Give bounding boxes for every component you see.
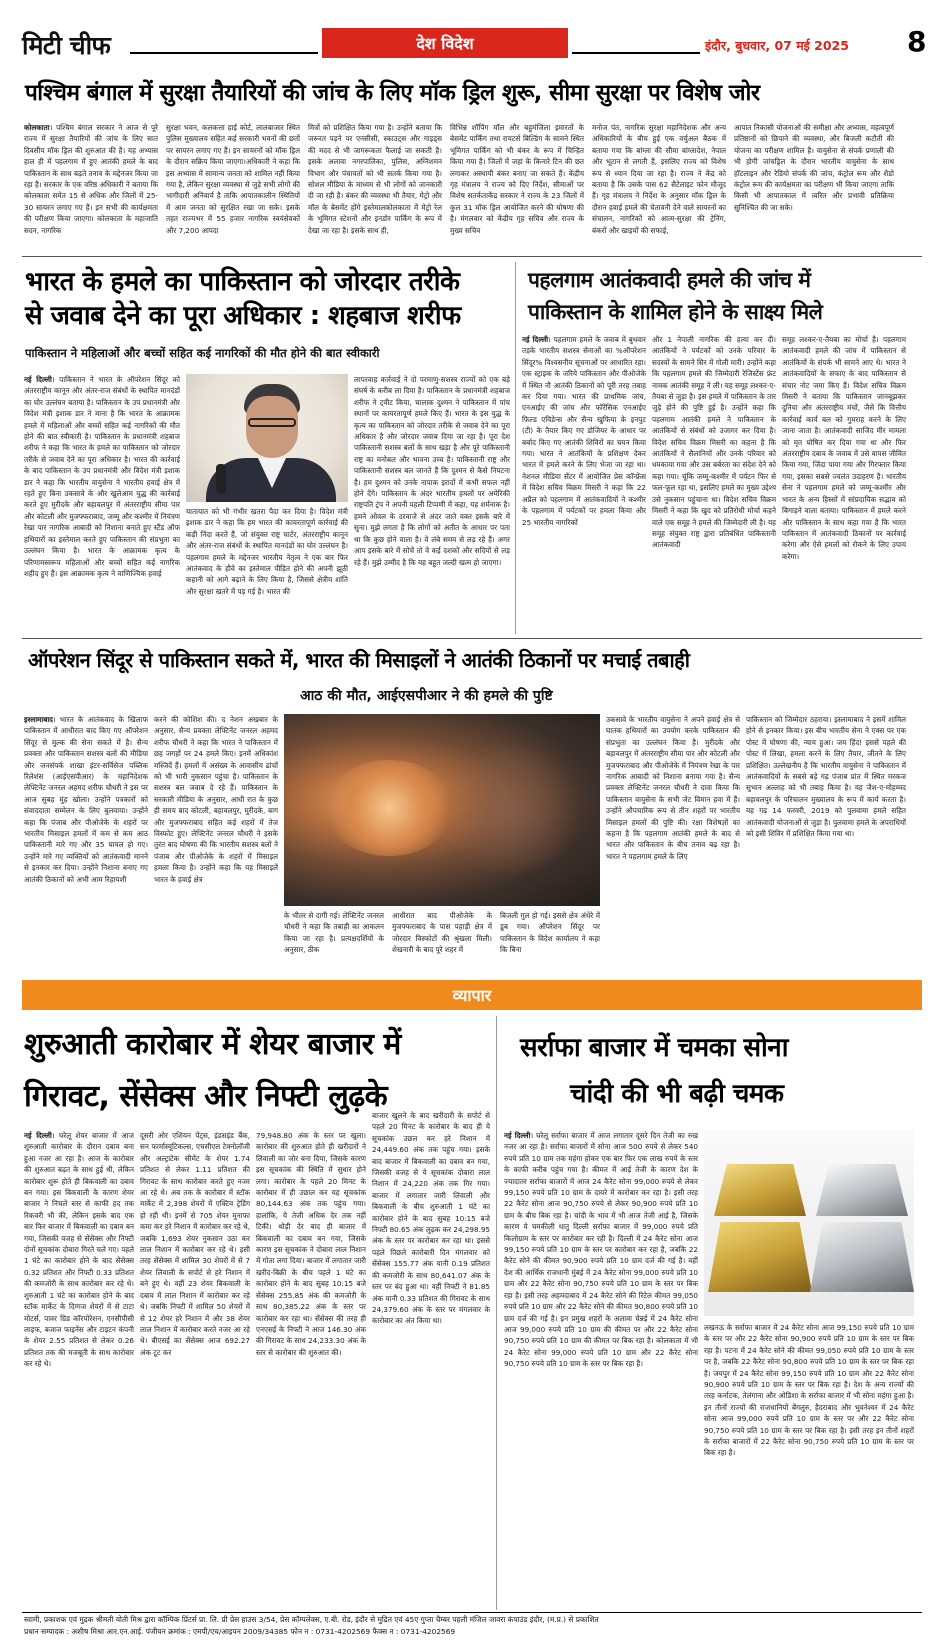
story5-headline-2: गिरावट, सेंसेक्स और निफ्टी लुढ़के	[24, 1079, 388, 1114]
story2-col2: यातायात को भी गंभीर खतरा पैदा कर दिया है। विदेश मंत्री इशाक डार ने कहा कि हम भारत की कायरतापूर्ण कार्रवाई की कड़ी निंदा करते हैं, जो संयुक्त राष्ट्र चार्टर, अंतरराष्ट्रीय कानून और अंतर-राज संबंधों के स्थापित मानदंडों का घोर उल्लंघन है। पहलगाम हमले के मद्देनजर भारतीय नेतृत्व ने एक बार फिर आतंकवाद के हौवे का इस्तेमाल पीड़ित होने की अपनी झूठी कहानी को आगे बढ़ाने के लिए किया है, जिससे क्षेत्रीय शांति और सुरक्षा खतरे में पड़ गई है। भारत की	[186, 507, 348, 596]
story2-dateline: नई दिल्ली	[24, 375, 52, 384]
gold-bar-top	[714, 1164, 806, 1216]
story1-dateline: कोलकाता	[24, 123, 50, 132]
story1-col3: मित्रों को प्रशिक्षित किया गया है। उन्होंने बताया कि जरूरत पड़ने पर एनसीसी, स्काउट्स और गाइड्स की मदद से भी जागरूकता फैलाई जा सकती है। इसके अलावा नगरपालिका, पुलिस, अग्निशमन विभाग और पंचायतों को भी सतर्क किया गया है। सोशल मीडिया के माध्यम से भी लोगों को जानकारी दी जा रही है। बंकर की व्यवस्था भी तैयार, मेट्रो और मॉल के बेसमेंट होंगे इस्तेमालकोलकाता में मेट्रो रेल के भूमिगत स्टेशनों और इनडोर पार्किंग के रूप में देखा जा रहा है। इसके साथ ही,	[308, 123, 442, 235]
story1-text1: । पश्चिम बंगाल सरकार ने आज से पूरे राज्य में सुरक्षा तैयारियों की जांच के लिए सात दिवसीय मॉक ड्रिल की शुरुआत की है। यह अभ्यास हाल ही में पहलगाम में हुए आतंकी हमले के बाद पाकिस्तान के साथ बढ़ते तनाव के मद्देनजर किया जा रहा है। सरकार के एक वरिष्ठ अधिकारी ने बताया कि कोलकाता समेत 15 से अधिक और जिलों में 25-30 सायरन लगाए गए हैं। इन सभी की कार्यक्षमता की परीक्षण किया जाएगा। कोलकाता के महाजाति सदन, नागरिक	[24, 123, 158, 235]
gold-silver-bars-photo	[704, 1130, 914, 1316]
business-banner-label: व्यापार	[452, 986, 492, 1005]
smoke-cloud	[434, 744, 584, 874]
story4-col1	[24, 714, 148, 976]
imprint-line-2: प्रधान सम्पादक : अशीष मिश्रा आर.एन.आई. पंजीयन क्रमांक : एमपी/एच/आइपन 2009/34385 फोन न : 0731-4202569 फैक्स न : 0731-4202569	[24, 1627, 456, 1636]
story6-text1: । घरेलू सर्राफा बाजार में आज लगातार दूसरे दिन तेजी का रुख नजर आ रहा है। सर्राफा बाजारों में सोना आज 500 रुपये से लेकर 540 रुपये प्रति 10 ग्राम तक महंगा होकर एक बार फिर एक लाख रुपये के स्तर के काफी करीब पहुंच गया है। कीमत में आई तेजी के कारण देश के ज्यादातर सर्राफा बाजारों में आज 24 कैरेट सोना 99,000 रुपये से लेकर 99,150 रुपये प्रति 10 ग्राम के दायरे में कारोबार कर रहा है। इसी तरह 22 कैरेट सोना आज 90,750 रुपये से लेकर 90,900 रुपये प्रति 10 ग्राम के बीच बिक रहा है। चांदी के भाव में भी आज तेजी आई है, जिसके कारण ये चमकीली धातु दिल्ली सर्राफा बाजार में 99,000 रुपये प्रति किलोग्राम के स्तर पर कारोबार कर रही है। दिल्ली में 24 कैरेट सोना आज 99,150 रुपये प्रति 10 ग्राम के स्तर पर कारोबार कर रहा है, जबकि 22 कैरेट सोने की कीमत 90,900 रुपये प्रति 10 ग्राम दर्ज की गई है। वहीं देश की आर्थिक राजधानी मुंबई में 24 कैरेट सोना 99,000 रुपये प्रति 10 ग्राम और 22 कैरेट सोना 90,750 रुपये प्रति 10 ग्राम के स्तर पर बिक रहा है। इसी तरह अहमदाबाद में 24 कैरेट सोने की रिटेल कीमत 99,050 रुपये प्रति 10 ग्राम और 22 कैरेट सोने की कीमत 90,800 रुपये प्रति 10 ग्राम दर्ज की गई है। इन प्रमुख शहरों के अलावा चेन्नई में 24 कैरेट सोना आज 99,000 रुपये प्रति 10 ग्राम की कीमत पर और 22 कैरेट सोना 90,750 रुपये प्रति 10 ग्राम की कीमत पर बिक रहा है। कोलकाता में भी 24 कैरेट सोना 99,000 रुपये प्रति 10 ग्राम और 22 कैरेट सोना 90,750 रुपये प्रति 10 ग्राम के स्तर पर बिक रहा है।	[504, 1131, 698, 1369]
story5-col3: 79,948.80 अंक के स्तर पर खुला। कारोबार की शुरुआत होते ही खरीदारों ने लिवाली का जोर बना दिया, जिसके कारण इस सूचकांक की स्थिति में सुधार होने लगा। कारोबार के पहले 20 मिनट के कारोबार में ही उछाल कर यह सूचकांक 80,144.63 अंक तक पहुंच गया। हालांकि, ये तेजी अधिक देर तक नहीं टिकी। थोड़ी देर बाद ही बाजार में बिकवाली का दबाव बन गया, जिसके कारण इस सूचकांक ने दोबारा लाल निशान में गोता लगा दिया। बाजार में लगातार जारी खरीद-बिक्री के बीच पहले 1 घंटे का कारोबार होने के बाद सुबह 10:15 बजे सेंसेक्स 255.85 अंक की कमजोरी के साथ 80,385.22 अंक के स्तर पर कारोबार कर रहा था। सेंसेक्स की तरह ही एनएसई के निफ्टी ने आज 146.30 अंक की गिरावट के साथ 24,233.30 अंक के स्तर से कारोबार की शुरुआत की।	[256, 1131, 366, 1357]
story5-headline-1: शुरुआती कारोबार में शेयर बाजार में	[24, 1027, 401, 1062]
story2-col1	[24, 374, 180, 630]
business-banner	[22, 980, 922, 1010]
story2-col3: लापरवाह कार्रवाई ने दो परमाणु-सशस्त्र राज्यों को एक बड़े संघर्ष के करीब ला दिया है। पाकिस्तान के प्रधानमंत्री शहबाज शरीफ ने ट्वीट किया, चालाक दुश्मन ने पाकिस्तान में पांच स्थानों पर कायरतापूर्ण हमले किए हैं। भारत के इस युद्ध के कृत्य का पाकिस्तान को जोरदार तरीके से जवाब देने का पूरा अधिकार है और जोरदार जवाब दिया जा रहा है। पूरा देश पाकिस्तानी सशस्त्र बलों के साथ खड़ा है और पूरे पाकिस्तानी राष्ट्र का मनोबल और भावना उच्च है। पाकिस्तानी राष्ट्र और पाकिस्तानी सशस्त्र बल जानते हैं कि दुश्मन से कैसे निपटना है। हम दुश्मन को उनके नापाक इरादों में कभी सफल नहीं होने देंगे। पाकिस्तान के अंदर भारतीय हमलों पर अमेरिकी राष्ट्रपति ट्रंप ने अपनी पहली टिप्पणी में कहा, यह शर्मनाक है। हमने ओवल के दरवाजे से अंदर जाते वक्त इसके बारे में सुना। मुझे लगता है कि लोगों को अतीत के आधार पर पता था कि कुछ होने वाला है। वे लंबे समय से लड़ रहे हैं। अगर आप इसके बारे में सोचें तो वे कई दशकों और सदियों से लड़ रहे हैं। मुझे उम्मीद है कि यह बहुत जल्दी खत्म हो जाएगा।	[354, 375, 510, 567]
story5-text1: । घरेलू शेयर बाजार में आज शुरुआती कारोबार के दौरान दबाव बना हुआ नजर आ रहा है। आज के कारोबार की शुरुआत बढ़त के साथ हुई थी, लेकिन कारोबार शुरू होते ही बिकवाली का दबाव बन गया। इस बिकवाली के कारण शेयर बाजार ने निचले स्तर से काफी हद तक रिकवरी भी की, लेकिन इसके बाद एक बार फिर बाजार में बिकवाली का दबाव बन गया, जिसकी वजह से सेंसेक्स और निफ्टी दोनों सूचकांक दोबारा गिरते चले गए। पहले 1 घंटे का कारोबार होने के बाद सेंसेक्स 0.32 प्रतिशत और निफ्टी 0.33 प्रतिशत की कमजोरी के साथ कारोबार कर रहे थे। शुरुआती 1 घंटे का कारोबार होने के बाद स्टॉक मार्केट के दिग्गज शेयरों में से टाटा मोटर्स, पावर ग्रिड कॉरपोरेशन, एनसीपीसी लाइफ, बजाज फाइनेंस और टाइटन कंपनी के शेयर 2.55 प्रतिशत से लेकर 0.26 प्रतिशत तक की मजबूती के साथ कारोबार कर रहे थे।	[24, 1131, 134, 1369]
story6-headline-1: सर्राफा बाजार में चमका सोना	[520, 1033, 788, 1063]
story3-text1: । पहलगाम हमले के जवाब में बुधवार तड़के भारतीय सशस्त्र सेनाओं का %ऑपरेशन सिंदूर% विश्वसनीय सूचनाओं पर आधारित रहा। एक स्ट्राइक के जरिये पाकिस्तान और पीओजेके में स्थित नौ आतंकी ठिकानों को पूरी तरह तबाह कर दिया गया। भारत की प्राथमिक जांच, एनआईए की जांच और फॉरेंसिक एनआईए फ़िल्ड एविडेन्स और सैन्य खुफिया के इनपुट (टी) के तैयार किए गए डोजियर के आधार पर बर्बाद किए गए आतंकी शिविरों का चयन किया गया। भारत ने आतंकियों के प्रशिक्षण देकर भारत में हमले करने के लिए भेजा जा रहा था। नेशनल मीडिया सेंटर में आयोजित प्रेस कॉन्फ्रेंस में विदेश सचिव विक्रम मिसरी ने कहा कि 22 अप्रैल को पहलगाम में आतंकवादियों ने कश्मीर के पहलगाम में पर्यटकों पर हमला किया और 25 भारतीय नागरिकों	[522, 335, 646, 527]
story1-col1	[24, 122, 158, 250]
story2-subhead: पाकिस्तान ने महिलाओं और बच्चों सहित कई नागरिकों की मौत होने की बात स्वीकारी	[25, 346, 380, 360]
story4-caption-c: बिजली गुल हो गई। इससे क्षेत्र अंधेरे में डूब गया। ऑपरेशन सिंदूर पर पाकिस्तान के विदेश कार्यालय ने कहा कि बिना	[500, 911, 600, 955]
story4-col4: उकसावे के भारतीय वायुसेना ने अपने हवाई क्षेत्र से घातक हथियारों का उपयोग करके पाकिस्तान की संप्रभुता का उल्लंघन किया है। मुरीदके और बहावलपुर में अंतरराष्ट्रीय सीमा पार और कोटली और मुजफ्फराबाद और पीओजेके में नियंत्रण रेखा के पार नागरिक आबादी को निशाना बनाया गया है। सैन्य प्रवक्ता लेफ्टिनेंट जनरल चौधरी ने दावा किया कि पाकिस्तान वायुसेना के सभी जेट विमान हवा में हैं। उन्होंने औपचारिक रूप से तीन शहरों पर भारतीय मिसाइल हमलों की पुष्टि की। रक्षा विशेषज्ञों का कहना है कि पहलगाम आतंकी हमले के बाद से भारत और पाकिस्तान के बीच तनाव बढ़ रहा है। भारत ने पहलगाम हमले के लिए	[606, 715, 740, 861]
story6-col1	[504, 1130, 698, 1610]
story3-headline-1: पहलगाम आतंकवादी हमले की जांच में	[528, 268, 811, 292]
story5-col1	[24, 1130, 134, 1610]
paper-name: मिटी चीफ	[22, 31, 111, 60]
story2-headline-2: से जवाब देने का पूरा अधिकार : शहबाज शरीफ	[25, 301, 461, 331]
story3-dateline: नई दिल्ली	[522, 335, 549, 344]
story1-col2: सुरक्षा भवन, कलकत्ता हाई कोर्ट, लालबाजार स्थित पुलिस मुख्यालय सहित कई सरकारी भवनों की छतों पर सायरन लगाए गए हैं। इन सायरनों को मॉक ड्रिल के दौरान सक्रिय किया जाएगा।अधिकारी ने कहा कि इस अभ्यास में सामान्य जनता को शामिल नहीं किया गया है, लेकिन सुरक्षा व्यवस्था से जुड़े सभी लोगों की भागीदारी अनिवार्य है ताकि आपातकालीन स्थितियों में आम जनता को सुरक्षित रखा जा सके। इसके तहत राज्यभर में 55 हजार नागरिक स्वयंसेवकों और 7,200 आपदा	[166, 123, 300, 235]
story4-col5: पाकिस्तान को जिम्मेदार ठहराया। इस्लामाबाद ने इसमें शामिल होने से इनकार किया। इस बीच भारतीय सेना ने एक्स पर एक पोस्ट में घोषणा की, न्याय हुआ। जय हिंद! इससे पहले की पोस्ट में लिखा, हमला करने के लिए तैयार, जीतने के लिए प्रशिक्षित। उल्लेखनीय है कि भारतीय वायुसेना ने पाकिस्तान में आतंकवादियों के सबसे बड़े गढ़ पंजाब प्रांत में स्थित मरकज सुभान अल्लाह को भी तबाह किया है। यह जैश-ए-मोहम्मद बहावलपुर के परिचालन मुख्यालय के रूप में कार्य करता है। यह गढ़ 14 फरवरी, 2019 को पुलवामा हमले सहित आतंकवादी योजनाओं से जुड़ा है। पुलवामा हमले के अपराधियों को इसी शिविर में प्रशिक्षित किया गया था।	[746, 715, 906, 839]
footer-rule	[22, 1612, 922, 1613]
silver-bar-top	[816, 1164, 908, 1216]
shahbaz-sharif-photo	[186, 374, 348, 502]
section-banner	[322, 28, 568, 58]
missile-strike-photo	[284, 714, 600, 906]
story4-col2: करने की कोशिश की। द नेशन अखबार के अनुसार, सैन्य प्रवक्ता लेफ्टिनेंट जनरल अहमद शरीफ चौधरी ने कहा कि भारत ने पाकिस्तान में छह जगहों पर 24 हमले किए। इनमें अधिकांश मस्जिदें हैं। हमलों में असंख्य के आवासीय ढांचों को भी भारी नुकसान पहुंचा है। पाकिस्तान के सशस्त्र बल जवाब दे रहे हैं। पाकिस्तान के सरकारी मीडिया के अनुसार, आधी रात के कुछ ही समय बाद कोटली, बहावलपुर, मुरीदके, बाग और मुजफ्फराबाद सहित कई शहरों में तेज विस्फोट हुए। लेफ्टिनेंट जनरल चौधरी ने इसके तुरंत बाद घोषणा की कि भारतीय सशस्त्र बलों ने पंजाब और पीओजेके के शहरों में मिसाइल हमला किया है। उन्होंने कहा कि यह मिसाइलें भारत के हवाई क्षेत्र	[154, 715, 278, 884]
story4-caption-a: के भीतर से दागी गई। लेफ्टिनेंट जनरल चौधरी ने कहा कि तबाही का आकलन किया जा रहा है। प्रत्यक्षदर्शियों के अनुसार, ठीक	[284, 911, 384, 955]
story6-dateline: नई दिल्ली	[504, 1131, 531, 1140]
story1-col4: विभिन्न शॉपिंग मॉल और बहुमंजिला इमारतों के बेसमेंट पार्किंग तथा रायटर्स बिल्डिंग के सामने स्थित भूमिगत पार्किंग को भी बंकर के रूप में चिन्हित किया गया है। जिलों में जहां के किनारे टिन की छत लगाकर अस्थायी बंकर बनाए जा सकते हैं। केंद्रीय गृह मंत्रालय ने राज्य को दिए निर्देश, सीमाओं पर विशेष सतर्कताकेंद्र सरकार ने राज्य के 23 जिलों में कुल 31 मॉक ड्रिल आयोजित करने की घोषणा की है। मंगलवार को केंद्रीय गृह सचिव और राज्य के मुख्य सचिव	[450, 123, 584, 235]
divider	[496, 1016, 497, 1610]
divider	[515, 262, 516, 634]
silver-bar-bottom	[810, 1222, 914, 1292]
story6-col2: लखनऊ के सर्राफा बाजार में 24 कैरेट सोना आज 99,150 रुपये प्रति 10 ग्राम के स्तर पर और 22 कैरेट सोना 90,900 रुपये प्रति 10 ग्राम के स्तर पर बिक रहा है। पटना में 24 कैरेट सोने की कीमत 99,050 रुपये प्रति 10 ग्राम के स्तर पर है, जबकि 22 कैरेट सोना 90,800 रुपये प्रति 10 ग्राम के स्तर पर बिक रहा है। जयपुर में 24 कैरेट सोना 99,150 रुपये प्रति 10 ग्राम और 22 कैरेट सोना 90,900 रुपये प्रति 10 ग्राम के स्तर पर बिक रहा है। देश के अन्य राज्यों की तरह कर्नाटक, तेलंगाना और ओडिशा के सर्राफा बाजार में भी सोना महंगा हुआ है। इन तीनों राज्यों की राजधानियों बेंगलुरु, हैदराबाद और भुवनेश्वर में 24 कैरेट सोना आज 99,000 रुपये प्रति 10 ग्राम के स्तर पर और 22 कैरेट सोना 90,750 रुपये प्रति 10 ग्राम के स्तर पर बिक रहा है। इसी तरह इन तीनों शहरों के सर्राफा बाजारों में 22 कैरेट सोना 90,750 रुपये प्रति 10 ग्राम के स्तर पर बिक रहा है।	[704, 1323, 914, 1458]
story4-dateline: इस्लामाबाद	[24, 715, 54, 724]
story4-subhead: आठ की मौत, आईएसपीआर ने की हमले की पुष्टि	[300, 688, 553, 704]
story3-col1	[522, 334, 646, 632]
story1-headline: पश्चिम बंगाल में सुरक्षा तैयारियों की जांच के लिए मॉक ड्रिल शुरू, सीमा सुरक्षा पर विशेष जोर	[25, 80, 760, 106]
masthead-rule-right	[572, 52, 700, 54]
portrait-mic	[216, 464, 226, 494]
story5-col4: बाजार खुलने के बाद खरीदारी के सपोर्ट से पहले 20 मिनट के कारोबार के बाद ही ये सूचकांक उछल कर हरे निशान में 24,449.60 अंक तक पहुंच गया। इसके बाद बाजार में बिकवाली का दबाव बन गया, जिसकी वजह से ये सूचकांक दोबारा लाल निशान में 24,220 अंक तक गिर गया। बाजार में लगातार जारी लिवाली और बिकवाली के बीच शुरुआती 1 घंटे का कारोबार होने के बाद सुबह 10:15 बजे निफ्टी 80.65 अंक लुढ़क कर 24,298.95 अंक के स्तर पर कारोबार कर रहा था। इससे पहले पिछले कारोबारी दिन मंगलवार को सेंसेक्स 155.77 अंक यानी 0.19 प्रतिशत की कमजोरी के साथ 80,641.07 अंक के स्तर पर बंद हुआ था। वहीं निफ्टी ने 81.85 अंक यानी 0.33 प्रतिशत की गिरावट के साथ 24,379.60 अंक के स्तर पर मंगलवार के कारोबार का अंत किया था।	[372, 1111, 490, 1326]
story5-dateline: नई दिल्ली	[24, 1131, 52, 1140]
story3-col3: समूह लश्कर-ए-तैयबा का मोर्चा है। पहलगाम आतंकवादी हमले की जांच में पाकिस्तान से आतंकियों के संपर्क भी सामने आए थे। भारत ने आतंकवादियों के सफाए के बाद पाकिस्तान से संचार नोट जमा किए हैं। विदेश सचिव विक्रम मिसरी ने बताया कि पाकिस्तान जानबूझकर दुनिया और अंतरराष्ट्रीय मंचों, जैसे कि वित्तीय कार्रवाई कार्य बल को गुमराह करने के लिए जाना जाता है। आतंकवादी साजिद मीर मामला को मृत घोषित कर दिया गया था और फिर अंतरराष्ट्रीय दबाव के जवाब में उसे वापस जीवित किया गया, जिंदा पाया गया और गिरफ्तार किया गया, इसका सबसे ज्वलंत उदाहरण है। भारतीय सेना ने पहलगाम हमले को जम्मू-कश्मीर और भारत के अन्य हिस्सों में सांप्रदायिक सद्भाव को बिगाड़ने वाला बताया। पाकिस्तान में हमले करने और पाकिस्तान के साथ कहा गया है कि भारत पाकिस्तान में आतंकवादी ठिकानों पर कार्रवाई करेगा और ऐसे हमलों को रोकने के लिए उपाय करेगा।	[782, 335, 906, 561]
story4-caption-b: आधीरात बाद पीओजेके के मुजफ्फराबाद के पास पहाड़ी क्षेत्र में जोरदार विस्फोटों की श्रृंखला मिली। शेखनारी के बाद पूरे शहर में	[392, 911, 492, 955]
divider	[22, 256, 922, 257]
section-label: देश विदेश	[416, 34, 474, 53]
gold-bar-bottom	[708, 1222, 812, 1292]
story3-col2: और 1 नेपाली नागरिक की हत्या कर दी। आतंकियों ने पर्यटकों को उनके परिवार के सदस्यों के सामने सिर में गोली मारी। उन्होंने कहा कि पहलगाम हमले की जिम्मेदारी रेजिस्टेंस फ्रंट नामक आतंकी समूह ने ली। यह समूह लश्कर-ए-तैयबा से जुड़ा है। इस हमले में पाकिस्तान के तार जुड़े होने की पुष्टि हुई है। उन्होंने कहा कि पहलगाम आतंकी हमले ने पाकिस्तान के आतंकियों से संबंधों को उजागर कर दिया है। विदेश सचिव विक्रम मिसरी का कहना है कि आतंकियों ने सैलानियों और उनके परिवार को धमकाया गया और उस बर्बरता का संदेश देने को कहा गया। चूंकि जम्मू-कश्मीर में पर्यटन फिर से फल-फूल रहा था, इसलिए हमले का मुख्य उद्देश्य उसे नुकसान पहुंचाना था। विदेश सचिव विक्रम मिसरी ने कहा कि खुद को प्रतिरोधी मोर्चा कहने वाले एक समूह ने हमले की जिम्मेदारी ली है। यह समूह संयुक्त राष्ट्र द्वारा प्रतिबंधित पाकिस्तानी आतंकवादी	[652, 335, 776, 550]
story5-col2: दूसरी ओर एशियन पेंट्स, इंडसइंड बैंक, सन फार्मास्यूटिकल्स, एचसीएल टेक्नोलॉजी और अल्ट्राटेक सीमेंट के शेयर 1.74 प्रतिशत से लेकर 1.11 प्रतिशत की गिरावट के साथ कारोबार करते हुए नजर आ रहे थे। अब तक के कारोबार में स्टॉक मार्केट में 2,398 शेयरों में एक्टिव ट्रेडिंग हो रही थी। इनमें से 705 शेयर मुनाफा कमा कर हरे निशान में कारोबार कर रहे थे, जबकि 1,693 शेयर नुकसान उठा कर लाल निशान में कारोबार कर रहे थे। इसी तरह सेंसेक्स में शामिल 30 शेयरों में से 7 शेयर लिवाली के सपोर्ट से हरे निशान में बने हुए थे। वहीं 23 शेयर बिकवाली के दबाव में लाल निशान में कारोबार कर रहे थे। जबकि निफ्टी में शामिल 50 शेयरों में से 12 शेयर हरे निशान में और 38 शेयर लाल निशान में कारोबार करते नजर आ रहे थे। बीएसई का सेंसेक्स आज 692.27 अंक टूट कर	[140, 1131, 250, 1357]
story4-headline: ऑपरेशन सिंदूर से पाकिस्तान सकते में, भारत की मिसाइलों ने आतंकी ठिकानों पर मचाई तबाही	[28, 648, 690, 672]
masthead	[0, 0, 945, 60]
dateline: इंदौर, बुधवार, 07 मई 2025	[705, 38, 849, 53]
story1-col6: आपात निकासी योजनाओं की समीक्षा और अभ्यास, महत्वपूर्ण प्रतिष्ठानों को छिपाने की व्यवस्था, और बिजली कटौती की योजना का परीक्षण शामिल है। वायुसेना से संपर्क प्रणाली की भी होगी जांचड्रिल के दौरान भारतीय वायुसेना के साथ हॉटलाइन और रेडियो संपर्क की जांच, कंट्रोल रूम और शैडो कंट्रोल रूम की कार्यक्षमता का परीक्षण भी किया जाएगा ताकि किसी भी आपातकाल में त्वरित और प्रभावी प्रतिक्रिया सुनिश्चित की जा सके।	[734, 123, 894, 212]
story2-headline-1: भारत के हमले का पाकिस्तान को जोरदार तरीके	[25, 267, 460, 297]
story3-headline-2: पाकिस्तान के शामिल होने के साक्ष्य मिले	[528, 300, 823, 324]
story2-text1: । पाकिस्तान ने भारत के ऑपरेशन सिंदूर को अंतरराष्ट्रीय कानून और अंतर-राज संबंधों के स्थापित मानदंडों का घोर उल्लंघन बताया है। पाकिस्तान के उप प्रधानमंत्री और विदेश मंत्री इशाक डार ने माना है कि भारत के आक्रामक हमले में महिलाओं और बच्चों सहित कई नागरिकों की मौत होने की बात स्वीकारी है। पाकिस्तान के प्रधानमंत्री शहबाज शरीफ ने कहा कि भारत के हमले का पाकिस्तान को जोरदार तरीके से जवाब देने का पूरा अधिकार है। भारत की कार्रवाई के बाद पाकिस्तान के उप प्रधानमंत्री और विदेश मंत्री इशाक डार ने कहा कि भारतीय वायुसेना ने भारतीय हवाई क्षेत्र में रहते हुए बिना उकसावे के और खुलेआम युद्ध की कार्रवाई करते हुए मुरीदके और बहावलपुर में अंतरराष्ट्रीय सीमा पार और कोटली और मुजफ्फराबाद, जम्मू और कश्मीर में नियंत्रण रेखा पार नागरिक आबादी को निशाना बनाते हुए स्टैंड ऑफ हथियारों का इस्तेमाल करते हुए पाकिस्तान की संप्रभुता का उल्लंघन किया है। भारत के आक्रामक कृत्य के परिणामस्वरूप महिलाओं और बच्चों सहित कई नागरिक शहीद हुए हैं। इस आक्रामक कृत्य ने वाणिज्यिक हवाई	[24, 375, 180, 578]
portrait-face	[246, 396, 298, 458]
story1-col5: मनोज पंत, नागरिक सुरक्षा महानिदेशक और अन्य अधिकारियों के बीच हुई एक वर्चुअल बैठक में बताया गया कि बांग्ला की सीमा बांग्लादेश, नेपाल और भूटान से लगती है, इसलिए राज्य को विशेष रूप से ध्यान दिया जा रहा है। राज्य ने केंद्र को बताया है कि उसके पास 62 सैटेलाइट फोन मौजूद हैं। गृह मंत्रालय ने निर्देश के अनुसार मॉक ड्रिल के दौरान हवाई हमले की चेतावनी देने वाले सायरनों का संचालन, नागरिकों को आत्म-सुरक्षा की ट्रेनिंग, बंकरों और खाइयों की सफाई,	[592, 123, 726, 235]
page-number: 8	[907, 25, 927, 58]
imprint-line-1: स्वामी, प्रकाशक एवं मुद्रक श्रीमती योती मिश्र द्वारा कॉम्पिक प्रिंटर्स प्रा. लि. प्री प्रेस हाउस 3/54, प्रेस कॉम्पलेक्स, ए.बी. रोड, इंदौर से मुद्रित एवं 45ए गुप्ता चैम्बर पहली मंजिल जावरा कंपाउंड इंदौर, (म.प्र.) से प्रकाशित	[24, 1615, 599, 1624]
masthead-rule-left	[130, 52, 318, 54]
portrait-glasses	[248, 418, 296, 427]
story6-headline-2: चांदी की भी बढ़ी चमक	[570, 1079, 784, 1109]
divider	[22, 638, 922, 639]
story4-text1: । भारत के आतंकवाद के खिलाफ पाकिस्तान में आधीरात बाद किए गए ऑपरेशन सिंदूर से मुल्क की सेना सकते में है। सैन्य प्रवक्ता और पाकिस्तान सशस्त्र बलों की मीडिया और जनसंपर्क शाखा इंटर-सर्विसेज पब्लिक रिलेशंस (आईएसपीआर) के महानिदेशक लेफ्टिनेंट जनरल अहमद शरीफ चौधरी ने इस पर आज सुबह मुंह खोला। उन्होंने पत्रकारों को संवाददाता सम्मेलन के लिए बुलवाया। उन्होंने कहा कि पंजाब और पीओजेके के शहरों पर भारतीय मिसाइल हमलों में कम से कम आठ पाकिस्तानी मारे गए और 35 घायल हो गए। उन्होंने मारे गए व्यक्तियों को आतंकवादी मानने से इनकार कर दिया। उन्होंने निशाना बनाए गए आतंकी ठिकानों को अभी आम रिहायशी	[24, 715, 148, 884]
